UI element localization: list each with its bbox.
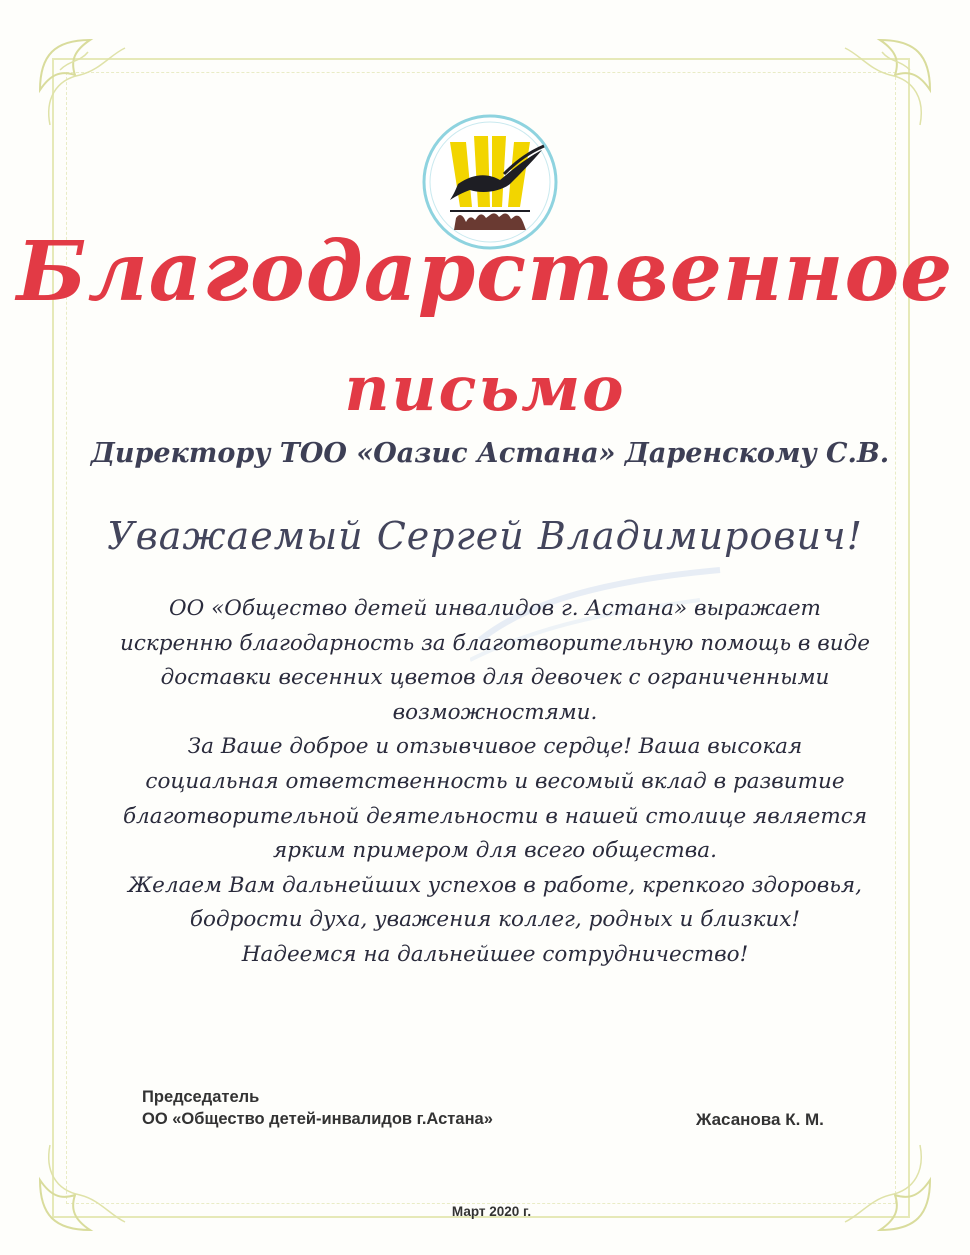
signatory-title: Председатель xyxy=(142,1088,260,1106)
corner-ornament-bottom-right xyxy=(830,1130,940,1240)
signatory-role xyxy=(142,1086,493,1130)
signatory-organization: ОО «Общество детей-инвалидов г.Астана» xyxy=(142,1110,493,1128)
body-paragraph-1: ОО «Общество детей инвалидов г. Астана» выражает искренню благодарность за благотворительную помощь в виде доставки весенних цветов для девочек с ограниченными возможностями. xyxy=(120,596,870,725)
title-line-1: Благодарственное xyxy=(16,224,954,320)
body-paragraph-4: Надеемся на дальнейшее сотрудничество! xyxy=(241,941,749,967)
salutation: Уважаемый Сергей Владимирович! xyxy=(107,514,863,558)
body-paragraph-3: Желаем Вам дальнейших успехов в работе, крепкого здоровья, бодрости духа, уважения коллег, родных и близких! xyxy=(128,872,862,933)
letter-body xyxy=(120,592,870,973)
corner-ornament-bottom-left xyxy=(30,1130,140,1240)
letter-date: Март 2020 г. xyxy=(451,1204,532,1219)
signatory-name: Жасанова К. М. xyxy=(696,1110,824,1129)
corner-ornament-top-right xyxy=(830,30,940,140)
corner-ornament-top-left xyxy=(30,30,140,140)
title-line-2: письмо xyxy=(344,352,626,425)
addressee: Директору ТОО «Оазис Астана» Даренскому С.В. xyxy=(90,438,890,469)
body-paragraph-2: За Ваше доброе и отзывчивое сердце! Ваша высокая социальная ответственность и весомый вклад в развитие благотворительной деятельности в нашей столице является ярким примером для всего общества. xyxy=(122,734,868,864)
